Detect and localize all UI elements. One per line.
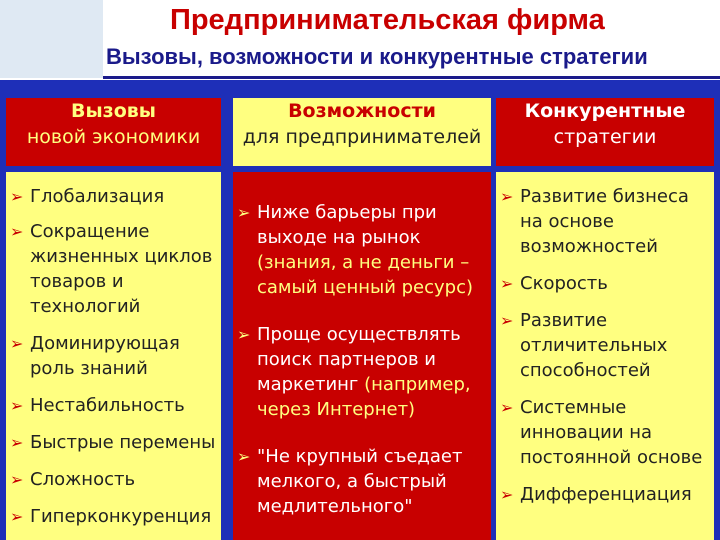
arrow-bullet-icon: ➢: [10, 507, 24, 526]
arrow-bullet-icon: ➢: [500, 311, 514, 330]
corner-decoration: [0, 0, 103, 78]
list-item: ➢ Нестабильность: [10, 395, 185, 416]
arrow-bullet-icon: ➢: [237, 203, 251, 222]
list-item: ➢ Дифференциация: [500, 484, 692, 505]
list-item: ➢ Ниже барьеры при выходе на рынок (знания, а не деньги – самый ценный ресурс): [237, 202, 474, 298]
strategies-header: [496, 98, 714, 166]
challenges-list: [6, 172, 221, 540]
challenges-header: [6, 98, 221, 166]
arrow-bullet-icon: ➢: [500, 485, 514, 504]
list-item: ➢ Проще осуществлять поиск партнеров и маркетинг (например, через Интернет): [237, 324, 471, 420]
list-item: ➢ Гиперконкуренция: [10, 506, 212, 527]
arrow-bullet-icon: ➢: [10, 222, 24, 241]
arrow-bullet-icon: ➢: [10, 334, 24, 353]
challenges-subtitle: новой экономики: [26, 126, 201, 148]
challenges-title: Вызовы: [71, 100, 156, 122]
opportunities-list: [233, 172, 491, 540]
list-item: ➢ Сложность: [10, 469, 136, 490]
strategies-list: [496, 172, 714, 540]
list-item: ➢ Сокращение жизненных циклов товаров и технологий: [10, 221, 213, 317]
list-item: ➢ "Не крупный съедает мелкого, а быстрый медлительного": [237, 446, 463, 517]
page-subtitle: Вызовы, возможности и конкурентные стратегии: [106, 44, 648, 69]
arrow-bullet-icon: ➢: [10, 470, 24, 489]
list-item: ➢ Скорость: [500, 273, 608, 294]
list-item: ➢ Доминирующая роль знаний: [10, 333, 180, 379]
arrow-bullet-icon: ➢: [237, 325, 251, 344]
arrow-bullet-icon: ➢: [500, 274, 514, 293]
list-item: ➢ Развитие бизнеса на основе возможностей: [500, 186, 689, 257]
opportunities-header: [233, 98, 491, 166]
opportunities-subtitle: для предпринимателей: [242, 126, 482, 148]
strategies-title: Конкурентные: [524, 100, 686, 122]
page-title: Предпринимательская фирма: [170, 4, 605, 36]
list-item: ➢ Глобализация: [10, 186, 165, 207]
opportunities-title: Возможности: [288, 100, 436, 122]
arrow-bullet-icon: ➢: [237, 447, 251, 466]
arrow-bullet-icon: ➢: [500, 398, 514, 417]
arrow-bullet-icon: ➢: [10, 433, 24, 452]
list-item: ➢ Системные инновации на постоянной основе: [500, 397, 703, 468]
arrow-bullet-icon: ➢: [500, 187, 514, 206]
strategies-subtitle: стратегии: [553, 126, 657, 148]
title-divider: [103, 76, 720, 79]
arrow-bullet-icon: ➢: [10, 396, 24, 415]
arrow-bullet-icon: ➢: [10, 187, 24, 206]
list-item: ➢ Быстрые перемены: [10, 432, 216, 453]
list-item: ➢ Развитие отличительных способностей: [500, 310, 668, 381]
